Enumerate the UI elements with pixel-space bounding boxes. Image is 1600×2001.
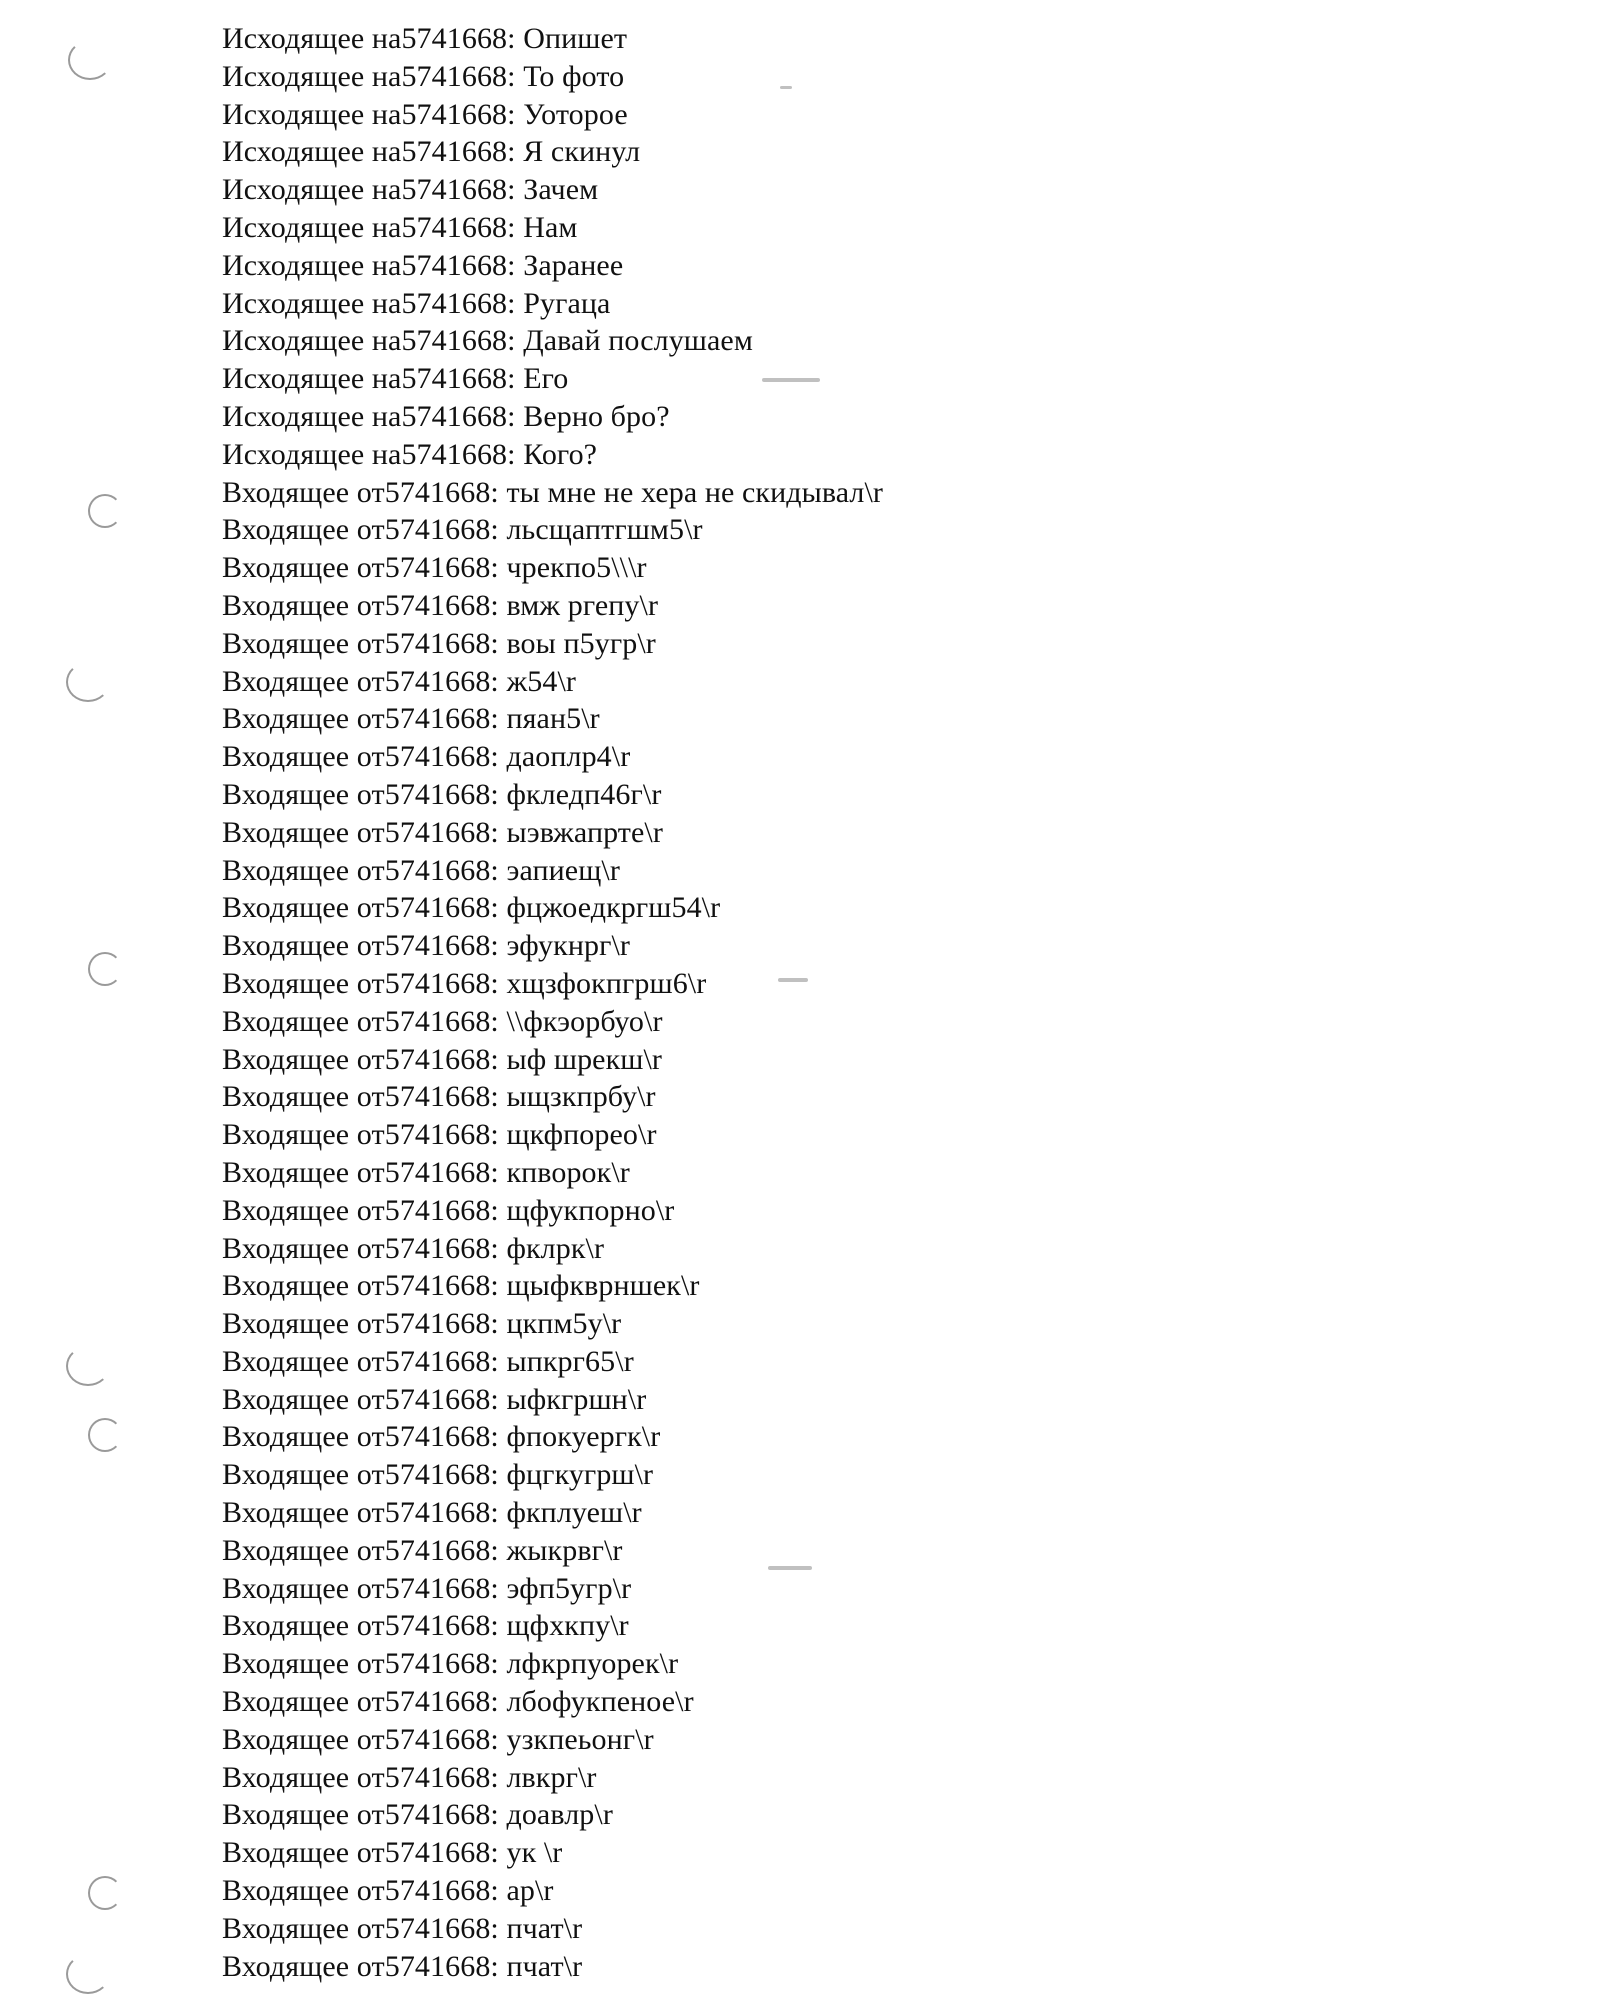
separator: : [490, 1269, 507, 1303]
message-direction: Исходящее на5741668 [222, 437, 508, 471]
message-direction: Входящее от5741668 [222, 740, 491, 774]
separator: : [490, 626, 507, 660]
separator: : [490, 966, 507, 1000]
message-direction: Входящее от5741668 [222, 1269, 491, 1303]
message-line [222, 1230, 883, 1268]
separator: : [507, 59, 524, 93]
message-direction: Входящее от5741668 [222, 1080, 491, 1114]
message-direction: Входящее от5741668 [222, 777, 491, 811]
message-text: лфкрпуорек\r [506, 1647, 679, 1681]
message-direction: Входящее от5741668 [222, 853, 491, 887]
message-direction: Входящее от5741668 [222, 513, 491, 547]
separator: : [507, 210, 524, 244]
message-line [222, 322, 883, 360]
separator: : [507, 324, 524, 358]
separator: : [490, 1647, 507, 1681]
separator: : [490, 1533, 507, 1567]
message-direction: Входящее от5741668 [222, 1118, 491, 1152]
message-line [222, 1834, 883, 1872]
message-line [222, 1796, 883, 1834]
message-line [222, 133, 883, 171]
message-text: Его [523, 362, 569, 396]
separator: : [490, 1042, 507, 1076]
separator: : [490, 1004, 507, 1038]
message-text: То фото [523, 59, 625, 93]
message-direction: Входящее от5741668 [222, 664, 491, 698]
message-text: Я скинул [523, 135, 641, 169]
message-text: фцжоедкргш54\r [506, 891, 721, 925]
message-line [222, 209, 883, 247]
message-direction: Входящее от5741668 [222, 702, 491, 736]
message-direction: Исходящее на5741668 [222, 248, 508, 282]
binder-hole-mark [66, 1346, 110, 1386]
message-text: Кого? [523, 437, 598, 471]
message-text: фклрк\r [506, 1231, 605, 1265]
separator: : [490, 1609, 507, 1643]
message-text: фцгкугрш\r [506, 1458, 654, 1492]
message-text: фпокуергк\r [506, 1420, 661, 1454]
separator: : [490, 1836, 507, 1870]
separator: : [490, 513, 507, 547]
message-direction: Входящее от5741668 [222, 815, 491, 849]
separator: : [507, 135, 524, 169]
message-direction: Входящее от5741668 [222, 1344, 491, 1378]
separator: : [490, 1118, 507, 1152]
message-direction: Входящее от5741668 [222, 1155, 491, 1189]
message-line [222, 1192, 883, 1230]
message-line [222, 587, 883, 625]
message-text: фкплуеш\r [506, 1496, 642, 1530]
message-text: узкпеьонг\r [506, 1722, 654, 1756]
separator: : [490, 815, 507, 849]
message-direction: Входящее от5741668 [222, 1836, 491, 1870]
message-text: хщзфокпгрш6\r [506, 966, 707, 1000]
message-direction: Входящее от5741668 [222, 1949, 491, 1983]
separator: : [507, 22, 524, 55]
message-line [222, 852, 883, 890]
message-text: Давай послушаем [523, 324, 753, 358]
message-direction: Входящее от5741668 [222, 1911, 491, 1945]
binder-hole-mark [88, 1876, 122, 1910]
message-direction: Входящее от5741668 [222, 1458, 491, 1492]
separator: : [490, 1874, 507, 1908]
message-line [222, 1456, 883, 1494]
message-line [222, 1343, 883, 1381]
separator: : [490, 1458, 507, 1492]
message-text: пчат\r [506, 1911, 583, 1945]
message-line [222, 1910, 883, 1948]
message-direction: Входящее от5741668 [222, 1307, 491, 1341]
message-line [222, 1721, 883, 1759]
separator: : [490, 1685, 507, 1719]
message-line [222, 398, 883, 436]
separator: : [507, 248, 524, 282]
message-line [222, 1759, 883, 1797]
message-direction: Входящее от5741668 [222, 1647, 491, 1681]
message-line [222, 58, 883, 96]
message-line [222, 511, 883, 549]
message-line [222, 738, 883, 776]
message-log [222, 20, 883, 1985]
message-text: Ругаца [523, 286, 611, 320]
separator: : [490, 853, 507, 887]
message-text: ыф шрекш\r [506, 1042, 662, 1076]
message-line [222, 436, 883, 474]
message-text: кпворок\r [506, 1155, 630, 1189]
message-line [222, 360, 883, 398]
separator: : [490, 702, 507, 736]
message-line [222, 1872, 883, 1910]
separator: : [507, 362, 524, 396]
message-line [222, 474, 883, 512]
message-line [222, 1078, 883, 1116]
message-text: щкфпорео\r [506, 1118, 657, 1152]
separator: : [490, 740, 507, 774]
message-text: ар\r [506, 1874, 554, 1908]
message-direction: Входящее от5741668 [222, 1004, 491, 1038]
message-text: ж54\r [506, 664, 577, 698]
message-line [222, 776, 883, 814]
message-line [222, 700, 883, 738]
message-line [222, 96, 883, 134]
message-text: ыэвжапрте\r [506, 815, 663, 849]
message-text: доавлр\r [506, 1798, 613, 1832]
separator: : [490, 1420, 507, 1454]
message-text: щыфкврншек\r [506, 1269, 700, 1303]
message-line [222, 965, 883, 1003]
message-text: ук \r [506, 1836, 563, 1870]
message-text: ыпкрг65\r [506, 1344, 634, 1378]
message-direction: Исходящее на5741668 [222, 135, 508, 169]
message-direction: Исходящее на5741668 [222, 97, 508, 131]
message-text: жыкрвг\r [506, 1533, 623, 1567]
message-line [222, 1607, 883, 1645]
separator: : [507, 399, 524, 433]
message-line [222, 1116, 883, 1154]
message-text: Зачем [523, 173, 599, 207]
message-line [222, 663, 883, 701]
message-direction: Входящее от5741668 [222, 588, 491, 622]
message-direction: Исходящее на5741668 [222, 173, 508, 207]
message-line [222, 889, 883, 927]
message-text: воы п5угр\r [506, 626, 656, 660]
separator: : [490, 1496, 507, 1530]
message-direction: Входящее от5741668 [222, 1496, 491, 1530]
separator: : [490, 1722, 507, 1756]
message-direction: Исходящее на5741668 [222, 362, 508, 396]
separator: : [490, 1760, 507, 1794]
message-line [222, 1494, 883, 1532]
separator: : [490, 1949, 507, 1983]
message-line [222, 1645, 883, 1683]
message-line [222, 247, 883, 285]
message-direction: Исходящее на5741668 [222, 22, 508, 55]
message-direction: Входящее от5741668 [222, 1685, 491, 1719]
message-text: даоплр4\r [506, 740, 631, 774]
message-direction: Входящее от5741668 [222, 1231, 491, 1265]
separator: : [490, 929, 507, 963]
separator: : [490, 1080, 507, 1114]
message-text: вмж ргепу\r [506, 588, 659, 622]
separator: : [490, 551, 507, 585]
separator: : [490, 1382, 507, 1416]
message-line [222, 1418, 883, 1456]
message-direction: Входящее от5741668 [222, 1571, 491, 1605]
separator: : [490, 475, 507, 509]
message-text: цкпм5у\r [506, 1307, 622, 1341]
message-text: Уоторое [523, 97, 628, 131]
message-text: эфп5угр\r [506, 1571, 632, 1605]
message-text: фкледп46г\r [506, 777, 662, 811]
separator: : [490, 1193, 507, 1227]
message-line [222, 1267, 883, 1305]
message-text: Нам [523, 210, 578, 244]
message-direction: Входящее от5741668 [222, 1874, 491, 1908]
separator: : [507, 286, 524, 320]
message-direction: Входящее от5741668 [222, 1760, 491, 1794]
separator: : [490, 664, 507, 698]
separator: : [490, 777, 507, 811]
message-text: щфхкпу\r [506, 1609, 629, 1643]
message-line [222, 20, 883, 58]
message-direction: Входящее от5741668 [222, 1798, 491, 1832]
message-line [222, 1305, 883, 1343]
message-direction: Входящее от5741668 [222, 1193, 491, 1227]
message-text: ыфкгршн\r [506, 1382, 647, 1416]
separator: : [490, 1231, 507, 1265]
message-line [222, 1570, 883, 1608]
separator: : [490, 588, 507, 622]
binder-hole-mark [88, 952, 122, 986]
message-line [222, 1532, 883, 1570]
message-line [222, 1381, 883, 1419]
message-direction: Входящее от5741668 [222, 626, 491, 660]
message-line [222, 625, 883, 663]
separator: : [490, 1571, 507, 1605]
separator: : [490, 1155, 507, 1189]
message-line [222, 1154, 883, 1192]
message-direction: Входящее от5741668 [222, 1722, 491, 1756]
message-direction: Входящее от5741668 [222, 1609, 491, 1643]
message-direction: Входящее от5741668 [222, 1042, 491, 1076]
message-line [222, 927, 883, 965]
message-text: ты мне не хера не скидывал\r [506, 475, 884, 509]
message-text: Опишет [523, 22, 628, 55]
message-direction: Исходящее на5741668 [222, 399, 508, 433]
message-line [222, 285, 883, 323]
message-text: ыщзкпрбу\r [506, 1080, 656, 1114]
message-line [222, 1003, 883, 1041]
message-text: пчат\r [506, 1949, 583, 1983]
message-direction: Исходящее на5741668 [222, 210, 508, 244]
message-text: льсщаптгшм5\r [506, 513, 703, 547]
binder-hole-mark [66, 662, 110, 702]
message-direction: Входящее от5741668 [222, 1533, 491, 1567]
message-line [222, 171, 883, 209]
message-line [222, 814, 883, 852]
message-line [222, 1683, 883, 1721]
binder-hole-mark [88, 494, 122, 528]
binder-hole-mark [88, 1418, 122, 1452]
message-direction: Исходящее на5741668 [222, 59, 508, 93]
message-text: лбофукпеное\r [506, 1685, 694, 1719]
message-text: Верно бро? [523, 399, 670, 433]
message-direction: Входящее от5741668 [222, 475, 491, 509]
message-text: щфукпорно\r [506, 1193, 675, 1227]
message-direction: Исходящее на5741668 [222, 324, 508, 358]
message-text: эфукнрг\r [506, 929, 631, 963]
message-direction: Входящее от5741668 [222, 551, 491, 585]
message-text: \\фкэорбуо\r [506, 1004, 663, 1038]
message-text: пяан5\r [506, 702, 600, 736]
message-line [222, 1041, 883, 1079]
separator: : [490, 1911, 507, 1945]
separator: : [490, 891, 507, 925]
message-direction: Входящее от5741668 [222, 966, 491, 1000]
message-direction: Входящее от5741668 [222, 1382, 491, 1416]
separator: : [507, 173, 524, 207]
message-text: лвкрг\r [506, 1760, 597, 1794]
separator: : [490, 1798, 507, 1832]
separator: : [490, 1307, 507, 1341]
binder-hole-mark [68, 40, 112, 80]
message-direction: Входящее от5741668 [222, 929, 491, 963]
separator: : [490, 1344, 507, 1378]
separator: : [507, 97, 524, 131]
message-line [222, 1948, 883, 1986]
message-text: эапиещ\r [506, 853, 620, 887]
message-line [222, 549, 883, 587]
message-direction: Входящее от5741668 [222, 891, 491, 925]
separator: : [507, 437, 524, 471]
message-direction: Исходящее на5741668 [222, 286, 508, 320]
message-text: Заранее [523, 248, 624, 282]
binder-hole-mark [66, 1954, 110, 1994]
message-direction: Входящее от5741668 [222, 1420, 491, 1454]
message-text: чрекпо5\\\r [506, 551, 647, 585]
